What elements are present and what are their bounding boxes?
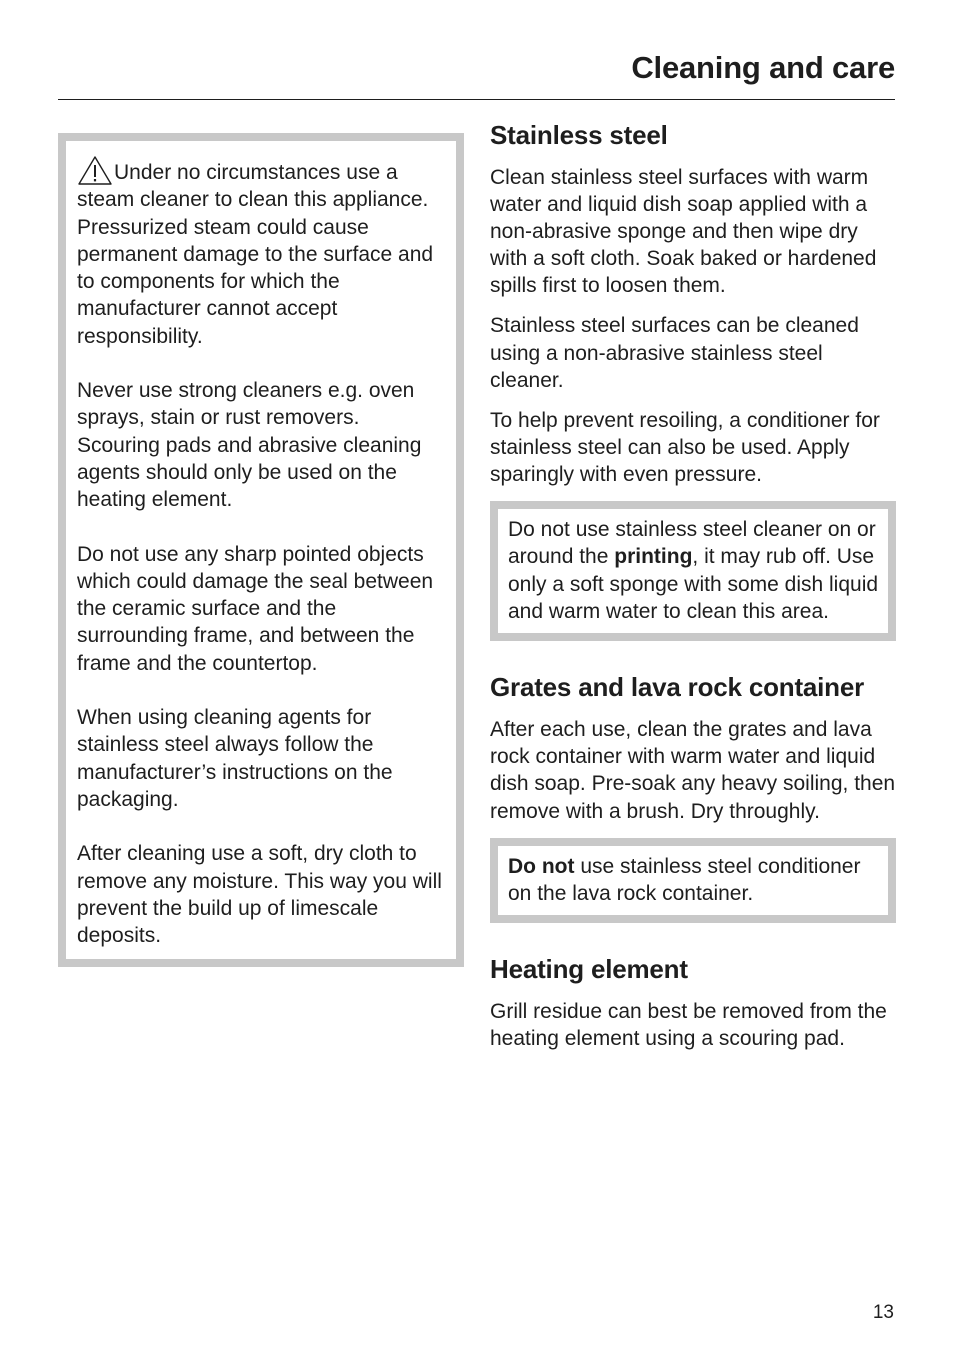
page-number: 13 xyxy=(872,1302,894,1323)
section-heading-grates: Grates and lava rock container xyxy=(490,672,865,703)
warning-text-4: When using cleaning agents for stainless steel always follow the manufacturer’s instructions on the packaging. xyxy=(77,706,393,811)
header-divider xyxy=(58,99,895,100)
stainless-paragraph-1: Clean stainless steel surfaces with warm water and liquid dish soap applied with a non-abrasive sponge and then wipe dry with a soft cloth. Soak baked or hardened spills first to loosen them. xyxy=(490,166,877,298)
left-column xyxy=(58,133,464,967)
note-text: Do not use stainless steel cleaner on or around the xyxy=(508,518,876,569)
warning-text-1: Under no circumstances use a steam cleaner to clean this appliance. Pressurized steam could cause permanent damage to the surface and to components for which the manufacturer cannot accept responsibility. xyxy=(77,161,434,348)
note-bold-text: Do not xyxy=(508,854,575,878)
page-title: Cleaning and care xyxy=(631,50,895,85)
section-heading-heating-element: Heating element xyxy=(490,954,688,985)
heating-paragraph: Grill residue can best be removed from the heating element using a scouring pad. xyxy=(490,1000,887,1051)
warning-paragraph xyxy=(77,155,446,350)
note-text: use stainless steel conditioner on the lava rock container. xyxy=(508,854,861,905)
warning-box xyxy=(58,133,464,967)
lava-rock-note-box xyxy=(490,838,896,924)
right-column xyxy=(490,117,896,1065)
warning-triangle-icon xyxy=(77,155,113,185)
stainless-paragraph-2: Stainless steel surfaces can be cleaned using a non-abrasive stainless steel cleaner. xyxy=(490,314,859,392)
note-text: , it may rub off. Use only a soft sponge with some dish liquid and warm water to clean this area. xyxy=(508,545,879,623)
grates-paragraph: After each use, clean the grates and lava rock container with warm water and liquid dish soap. Pre-soak any heavy soiling, then remove with a brush. Dry throughly. xyxy=(490,718,896,823)
warning-text-3: Do not use any sharp pointed objects which could damage the seal between the ceramic surface and the surrounding frame, and between the frame and the countertop. xyxy=(77,542,434,675)
warning-text-2: Never use strong cleaners e.g. oven sprays, stain or rust removers. Scouring pads and abrasive cleaning agents should only be used on the heating element. xyxy=(77,379,422,512)
stainless-paragraph-3: To help prevent resoiling, a conditioner for stainless steel can also be used. Apply sparingly with even pressure. xyxy=(490,408,880,486)
printing-note-box xyxy=(490,501,896,641)
section-heading-stainless-steel: Stainless steel xyxy=(490,120,668,150)
note-bold-text: printing xyxy=(614,545,693,569)
warning-text-5: After cleaning use a soft, dry cloth to remove any moisture. This way you will prevent the build up of limescale deposits. xyxy=(77,842,442,948)
